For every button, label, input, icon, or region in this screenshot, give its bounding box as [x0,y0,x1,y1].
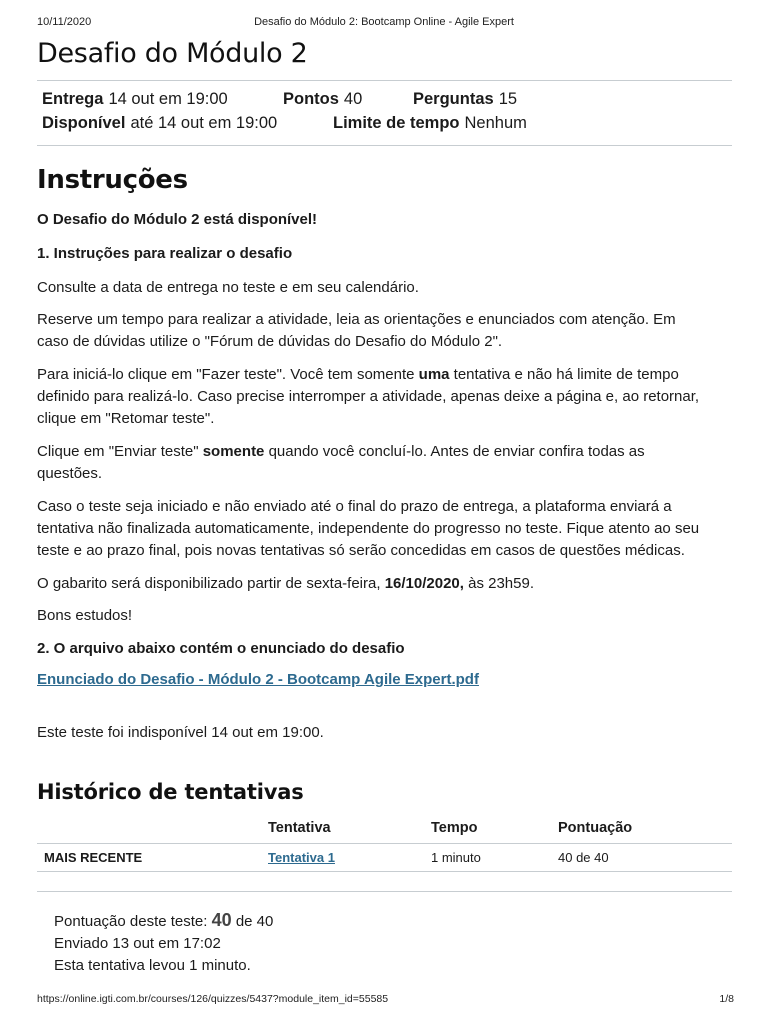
history-heading: Histórico de tentativas [37,780,304,804]
attempt-duration: Esta tentativa levou 1 minuto. [54,957,251,974]
quiz-detail-time-limit [333,114,527,133]
paragraph-4-text: quando você concluí-lo. Antes de enviar confira todas as [264,443,645,460]
summary-divider [37,891,732,892]
step1-heading: 1. Instruções para realizar o desafio [37,245,293,262]
title-divider [37,80,732,81]
instruction-paragraph-7: Bons estudos! [37,607,133,624]
score-value: 40 [211,910,232,930]
due-label: Entrega [42,90,104,108]
page-number: 1/8 [719,993,734,1005]
column-header-score: Pontuação [558,820,633,836]
paragraph-2-line: Reserve um tempo para realizar a atividade, leia as orientações e enunciados com atenção. Em [37,311,676,328]
paragraph-4-line: questões. [37,465,103,482]
print-date: 10/11/2020 [37,16,92,28]
paragraph-6-text: às 23h59. [463,575,534,592]
paragraph-3-text: Para iniciá-lo clique em "Fazer teste". Você tem somente [37,366,419,383]
paragraph-3-line: clique em "Retomar teste". [37,410,215,427]
paragraph-4-line [37,441,732,463]
emphasis-date: 16/10/2020, [384,575,464,592]
instruction-paragraph-3 [37,364,732,430]
challenge-pdf-link[interactable]: Enunciado do Desafio - Módulo 2 - Bootcamp Agile Expert.pdf [37,671,479,688]
quiz-detail-points [283,90,362,109]
paragraph-3-line [37,364,732,386]
emphasis-somente: somente [202,443,265,460]
emphasis-uma: uma [418,366,450,383]
instruction-paragraph-2 [37,309,732,353]
points-label: Pontos [283,90,339,108]
print-footer [0,993,768,1007]
paragraph-6-text: O gabarito será disponibilizado partir de sexta-feira, [37,575,385,592]
attempt-score: 40 de 40 [558,850,609,865]
paragraph-3-line: definido para realizá-lo. Caso precise interromper a atividade, apenas deixe a página e, ao retornar, [37,388,700,405]
paragraph-5-line: tentativa não finalizada automaticamente, independente do progresso no teste. Fique atento ao seu [37,520,700,537]
time-limit-value: Nenhum [464,114,527,132]
score-suffix: de 40 [231,913,274,930]
quiz-detail-due [42,90,228,109]
instruction-paragraph-6 [37,573,732,595]
row-label-most-recent: MAIS RECENTE [44,850,143,865]
attempt-time: 1 minuto [431,850,481,865]
step2-heading: 2. O arquivo abaixo contém o enunciado do desafio [37,640,405,657]
instruction-paragraph-4 [37,441,732,485]
quiz-detail-questions [413,90,517,109]
paragraph-4-text: Clique em "Enviar teste" [37,443,203,460]
questions-value: 15 [498,90,518,108]
quiz-detail-available [42,114,277,133]
intro-text: O Desafio do Módulo 2 está disponível! [37,211,318,228]
questions-label: Perguntas [413,90,494,108]
table-header-divider [37,843,732,844]
print-url: https://online.igti.com.br/courses/126/quizzes/5437?module_item_id=55585 [37,993,389,1005]
quiz-score-line [54,910,273,931]
paragraph-2-line: caso de dúvidas utilize o "Fórum de dúvidas do Desafio do Módulo 2". [37,333,503,350]
score-prefix: Pontuação deste teste: [54,913,212,930]
table-row-divider [37,871,732,872]
column-header-time: Tempo [431,820,478,836]
column-header-attempt: Tentativa [268,820,331,836]
submitted-date: Enviado 13 out em 17:02 [54,935,221,952]
points-value: 40 [343,90,363,108]
details-divider [37,145,732,146]
unavailable-note: Este teste foi indisponível 14 out em 19:00. [37,724,324,741]
available-value: até 14 out em 19:00 [130,114,278,132]
quiz-title: Desafio do Módulo 2 [37,38,308,69]
instruction-paragraph-1: Consulte a data de entrega no teste e em seu calendário. [37,279,419,296]
due-value: 14 out em 19:00 [108,90,228,108]
available-label: Disponível [42,114,126,132]
instructions-heading: Instruções [37,165,188,195]
print-header [0,16,768,30]
time-limit-label: Limite de tempo [333,114,460,132]
instruction-paragraph-5 [37,496,732,562]
attempt-link[interactable]: Tentativa 1 [268,850,335,865]
paragraph-5-line: Caso o teste seja iniciado e não enviado até o final do prazo de entrega, a plataforma enviará a [37,498,672,515]
paragraph-3-text: tentativa e não há limite de tempo [449,366,679,383]
paragraph-5-line: teste e ao prazo final, pois novas tentativas só serão concedidas em casos de questões médicas. [37,542,685,559]
print-document-title: Desafio do Módulo 2: Bootcamp Online - Agile Expert [254,16,514,28]
